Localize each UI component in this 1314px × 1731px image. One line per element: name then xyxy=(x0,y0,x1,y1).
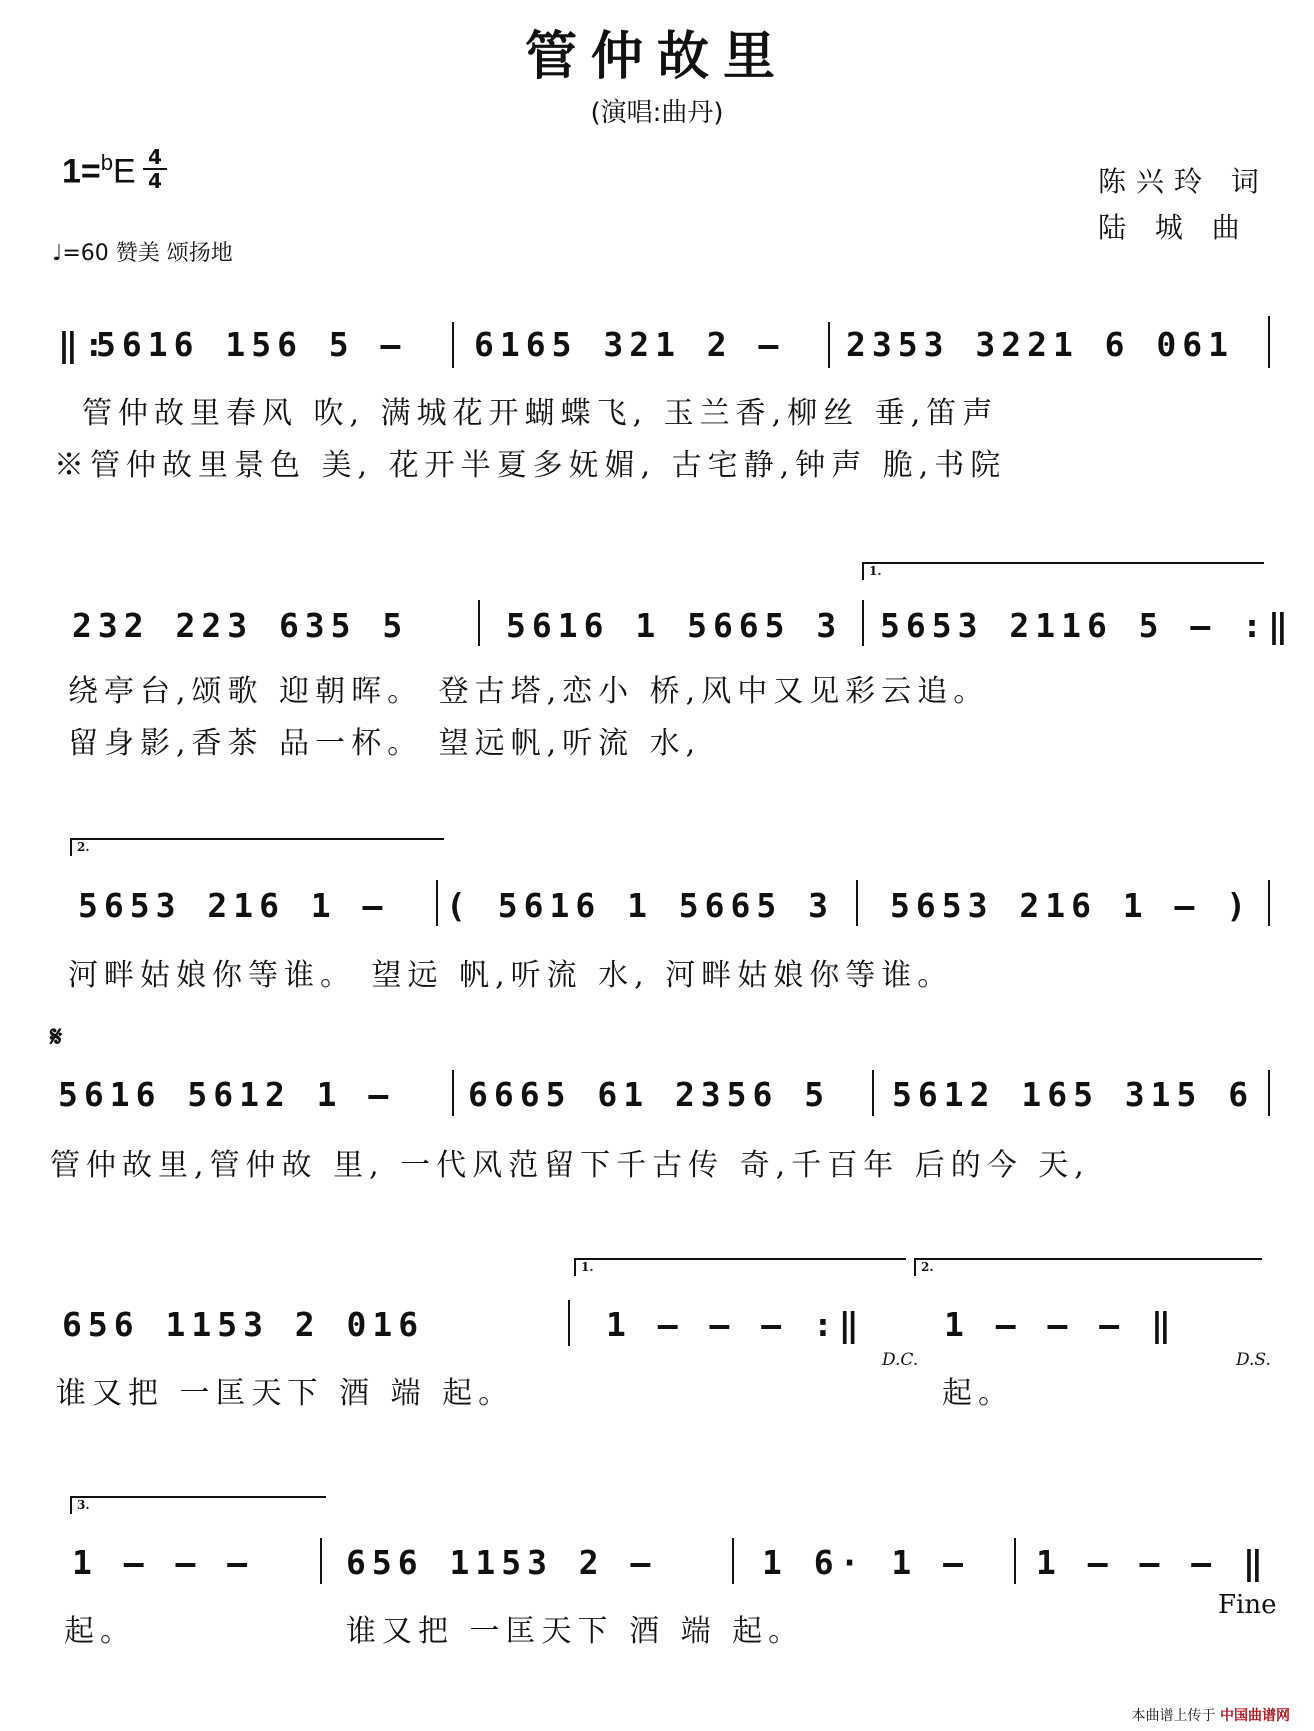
barline xyxy=(452,1070,454,1116)
system2-lyric-verse1: 绕亭台,颂歌 迎朝晖。 登古塔,恋小 桥,风中又见彩云追。 xyxy=(68,674,990,709)
system5-lyric-ending2: 起。 xyxy=(942,1376,1014,1411)
volta-bracket: 2. xyxy=(70,838,444,856)
lyricist-credit: 陈兴玲 词 xyxy=(1098,165,1269,198)
barline xyxy=(862,600,864,646)
composer-credit: 陆 城 曲 xyxy=(1098,211,1250,244)
volta-bracket: 3. xyxy=(70,1496,326,1514)
system5-lyric: 谁又把 一匡天下 酒 端 起。 xyxy=(56,1376,515,1411)
fine-marking: Fine xyxy=(1218,1590,1277,1620)
system3-measure3: 5653 216 1 – ) xyxy=(890,886,1253,925)
system6-measure2: 656 1153 2 – xyxy=(346,1543,657,1582)
system4-measure2: 6665 61 2356 5 xyxy=(468,1075,831,1114)
system3-measure2: ( 5616 1 5665 3 xyxy=(446,886,835,925)
system2-measure3: 5653 2116 5 – :‖ xyxy=(880,606,1294,645)
volta-bracket: 1. xyxy=(574,1258,906,1276)
ds-marking: D.S. xyxy=(1236,1350,1271,1370)
system1-measure2: 6165 321 2 – xyxy=(474,325,785,364)
system4-measure1: 5616 5612 1 – xyxy=(58,1075,395,1114)
system1-measure1: 5616 156 5 – xyxy=(96,325,407,364)
system4-lyric: 管仲故里,管仲故 里, 一代风范留下千古传 奇,千百年 后的今 天, xyxy=(50,1148,1090,1183)
barline xyxy=(1014,1538,1016,1584)
system6-measure3: 1 6· 1 – xyxy=(762,1543,969,1582)
system4-measure3: 5612 165 315 6 xyxy=(892,1075,1255,1114)
footer-credit: 本曲谱上传于 中国曲谱网 xyxy=(1131,1708,1290,1724)
system1-lyric-verse1: 管仲故里春风 吹, 满城花开蝴蝶飞, 玉兰香,柳丝 垂,笛声 xyxy=(82,396,999,431)
system3-lyric: 河畔姑娘你等谁。 望远 帆,听流 水, 河畔姑娘你等谁。 xyxy=(68,958,954,993)
performer-credit: (演唱:曲丹) xyxy=(590,98,724,128)
barline xyxy=(732,1538,734,1584)
tempo-marking: ♩=60 赞美 颂扬地 xyxy=(52,241,233,266)
barline xyxy=(436,880,438,926)
barline xyxy=(478,600,480,646)
barline xyxy=(828,322,830,368)
barline xyxy=(452,322,454,368)
key-signature: 1=$^b$E xyxy=(62,150,136,191)
volta-bracket: 1. xyxy=(862,562,1264,580)
system5-measure1: 656 1153 2 016 xyxy=(62,1305,425,1344)
barline xyxy=(1268,1070,1270,1116)
barline xyxy=(872,1070,874,1116)
system5-measure3: 1 – – – ‖ xyxy=(944,1305,1177,1344)
volta-bracket: 2. xyxy=(914,1258,1262,1276)
time-signature: 4 4 xyxy=(143,146,167,192)
system5-measure2: 1 – – – :‖ xyxy=(606,1305,865,1344)
system6-lyric: 起。 xyxy=(64,1614,136,1649)
segno-sign: 𝄋 xyxy=(50,1020,63,1053)
start-repeat: ‖: xyxy=(58,325,110,364)
score-title: 管仲故里 xyxy=(524,27,789,87)
system2-lyric-verse2: 留身影,香茶 品一杯。 望远帆,听流 水, xyxy=(68,726,702,761)
system1-lyric-verse2: ※管仲故里景色 美, 花开半夏多妩媚, 古宅静,钟声 脆,书院 xyxy=(54,448,1007,483)
barline xyxy=(1268,316,1270,368)
system3-measure1: 5653 216 1 – xyxy=(78,886,389,925)
system2-measure1: 232 223 635 5 xyxy=(72,606,409,645)
barline xyxy=(856,880,858,926)
system6-measure4: 1 – – – ‖ xyxy=(1036,1543,1269,1582)
barline xyxy=(1268,880,1270,926)
system1-measure3: 2353 3221 6 061 xyxy=(846,325,1235,364)
dc-marking: D.C. xyxy=(882,1350,919,1370)
system2-measure2: 5616 1 5665 3 xyxy=(506,606,843,645)
barline xyxy=(320,1538,322,1584)
system6-lyric-coda: 谁又把 一匡天下 酒 端 起。 xyxy=(346,1614,805,1649)
system6-measure1: 1 – – – xyxy=(72,1543,254,1582)
barline xyxy=(568,1300,570,1346)
